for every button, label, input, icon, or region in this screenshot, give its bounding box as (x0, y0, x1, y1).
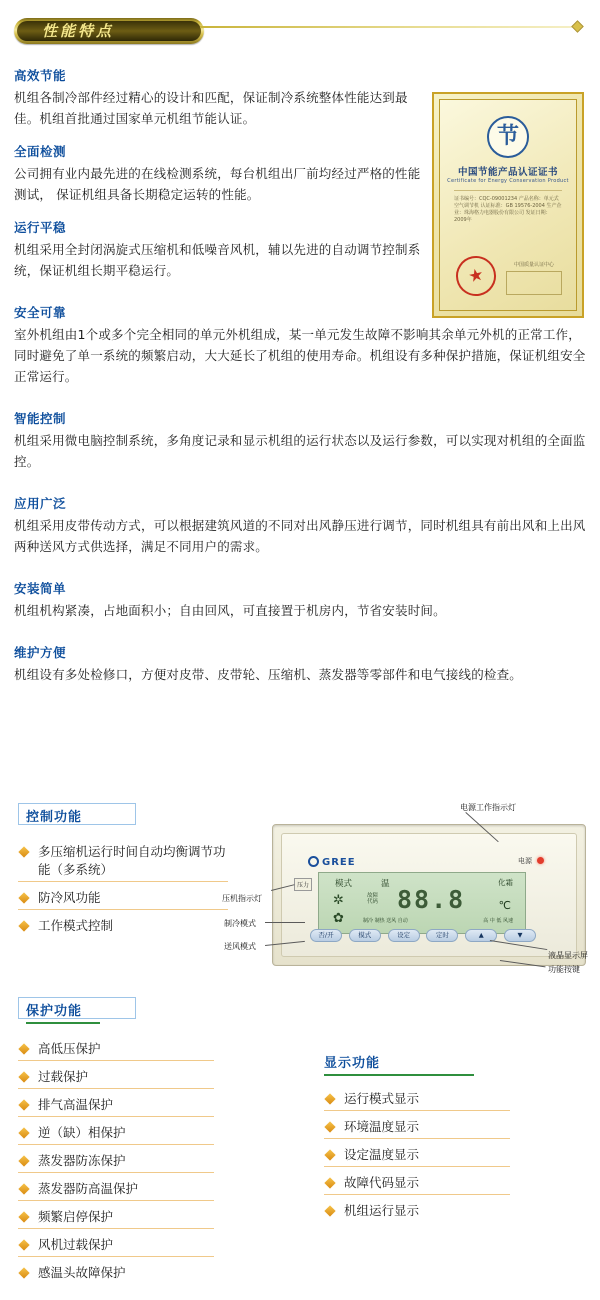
protection-item-label: 逆（缺）相保护 (38, 1125, 126, 1140)
feature-title: 维护方便 (14, 645, 67, 660)
diamond-bullet-icon (18, 1211, 29, 1222)
list-item (324, 1202, 510, 1222)
red-seal-icon: ★ (452, 252, 499, 299)
page-title: 性能特点 (42, 22, 115, 40)
features-list (14, 66, 586, 698)
feature-item (14, 218, 586, 281)
diamond-bullet-icon (18, 1127, 29, 1138)
lcd-fault-label: 故障 代码 (367, 893, 379, 905)
control-function-list (18, 843, 228, 944)
certificate-subtitle: Certificate for Energy Conservation Product (447, 178, 569, 184)
feature-body: 机组设有多处检修口，方便对皮带、皮带轮、压缩机、蒸发器等零部件和电气接线的检查。 (14, 667, 523, 682)
lcd-strip-right: 高 中 低 风速 (483, 918, 513, 924)
panel-button-down[interactable]: ▼ (504, 929, 536, 942)
list-item (18, 1180, 214, 1201)
panel-button-set[interactable]: 设定 (388, 929, 420, 942)
diamond-bullet-icon (18, 846, 29, 857)
control-section-title (26, 806, 136, 827)
display-item-label: 故障代码显示 (344, 1175, 420, 1190)
display-section-underline (324, 1074, 474, 1076)
list-item (18, 1236, 214, 1257)
panel-button-mode[interactable]: 模式 (349, 929, 381, 942)
lcd-defrost-label: 化霜 (498, 878, 513, 887)
control-section-title-text: 控制功能 (26, 810, 83, 825)
controller-panel-frame (281, 833, 577, 957)
list-item (18, 917, 228, 937)
page-header-banner (0, 0, 600, 58)
protection-item-label: 过载保护 (38, 1069, 89, 1084)
list-item (324, 1146, 510, 1167)
protection-section-underline (26, 1022, 100, 1024)
protection-item-label: 蒸发器防冻保护 (38, 1153, 126, 1168)
list-item (18, 1208, 214, 1229)
list-item (324, 1090, 510, 1111)
list-item (18, 1068, 214, 1089)
feature-title: 高效节能 (14, 68, 67, 83)
feature-body: 机组各制冷部件经过精心的设计和匹配，保证制冷系统整体性能达到最佳。机组首批通过国家单元机组节能认证。 (14, 90, 408, 126)
lcd-strip-left: 制冷 制热 送风 自动 (363, 918, 408, 924)
feature-item (14, 66, 586, 129)
diamond-bullet-icon (324, 1149, 335, 1160)
feature-body: 机组机构紧凑，占地面积小；自由回风，可直接置于机房内，节省安装时间。 (14, 603, 446, 618)
feature-item (14, 494, 586, 557)
display-item-label: 机组运行显示 (344, 1203, 420, 1218)
list-item (18, 843, 228, 882)
callout-lcd-display: 液晶显示屏 (548, 951, 588, 960)
callout-compressor-indicator: 压机指示灯 (222, 894, 262, 903)
display-section-title-text: 显示功能 (324, 1056, 381, 1071)
diamond-bullet-icon (18, 1071, 29, 1082)
feature-title: 运行平稳 (14, 220, 67, 235)
list-item (18, 1096, 214, 1117)
diamond-bullet-icon (18, 1043, 29, 1054)
feature-item (14, 579, 586, 621)
protection-item-label: 频繁启停保护 (38, 1209, 114, 1224)
diamond-icon (571, 20, 584, 33)
feature-body: 机组采用微电脑控制系统，多角度记录和显示机组的运行状态以及运行参数，可以实现对机组的全面监控。 (14, 433, 586, 469)
lcd-mode-label: 模式 (335, 879, 353, 889)
feature-body: 机组采用全封闭涡旋式压缩机和低噪音风机，辅以先进的自动调节控制系统，保证机组长期平稳运行。 (14, 242, 421, 278)
display-item-label: 设定温度显示 (344, 1147, 420, 1162)
feature-title: 应用广泛 (14, 496, 67, 511)
protection-section-title (26, 1000, 136, 1021)
callout-cooling-mode: 制冷模式 (224, 919, 256, 928)
certificate-stamp-label: 中国质量认证中心 (513, 262, 554, 268)
callout-function-buttons: 功能按键 (548, 965, 580, 974)
lcd-digits: 88.8 (397, 885, 466, 914)
diamond-bullet-icon (18, 1239, 29, 1250)
display-item-label: 运行模式显示 (344, 1091, 420, 1106)
certificate-title: 中国节能产品认证证书 (457, 167, 558, 178)
banner-divider (200, 26, 572, 28)
controller-panel-image (272, 824, 586, 966)
display-section-title (324, 1052, 474, 1073)
feature-item (14, 643, 586, 685)
panel-button-timer[interactable]: 定时 (426, 929, 458, 942)
list-item (18, 1040, 214, 1061)
gree-logo (308, 856, 356, 868)
panel-button-row[interactable] (310, 928, 536, 942)
diamond-bullet-icon (324, 1121, 335, 1132)
feature-item (14, 142, 586, 205)
protection-function-list (18, 1040, 214, 1291)
energy-saving-emblem-icon: 节 (487, 116, 529, 158)
diamond-bullet-icon (324, 1093, 335, 1104)
display-function-list (324, 1090, 510, 1229)
protection-section-title-text: 保护功能 (26, 1004, 83, 1019)
diamond-bullet-icon (18, 1183, 29, 1194)
panel-button-up[interactable]: ▲ (465, 929, 497, 942)
feature-title: 安装简单 (14, 581, 67, 596)
diamond-bullet-icon (18, 920, 29, 931)
feature-item (14, 303, 586, 387)
list-item (18, 1152, 214, 1173)
list-item (18, 889, 228, 910)
feature-body: 机组采用皮带传动方式，可以根据建筑风道的不同对出风静压进行调节，同时机组具有前出风和上出风两种送风方式供选择，满足不同用户的需求。 (14, 518, 586, 554)
lcd-unit: ℃ (498, 899, 511, 912)
certificate-body: 证书编号：CQC-09001234 产品名称：单元式空气调节机 认证标准：GB 19576-2004 生产企业：珠海格力电器股份有限公司 发证日期：2009年 (454, 196, 562, 223)
feature-body: 公司拥有业内最先进的在线检测系统，每台机组出厂前均经过严格的性能测试， 保证机组具备长期稳定运转的性能。 (14, 166, 421, 202)
feature-title: 智能控制 (14, 411, 67, 426)
diamond-bullet-icon (18, 1099, 29, 1110)
protection-item-label: 感温头故障保护 (38, 1265, 126, 1280)
feature-item (14, 409, 586, 472)
panel-button-onoff[interactable]: 否/开 (310, 929, 342, 942)
feature-body: 室外机组由1个或多个完全相同的单元外机组成，某一单元发生故障不影响其余单元外机的正常工作，同时避免了单一系统的频繁启动，大大延长了机组的使用寿命。机组设有多种保护措施，保证机组安全正常运行。 (14, 327, 586, 384)
protection-item-label: 风机过载保护 (38, 1237, 114, 1252)
diamond-bullet-icon (324, 1205, 335, 1216)
display-item-label: 环境温度显示 (344, 1119, 420, 1134)
diamond-bullet-icon (324, 1177, 335, 1188)
diamond-bullet-icon (18, 1155, 29, 1166)
callout-power-indicator: 电源工作指示灯 (460, 803, 516, 812)
protection-item-label: 蒸发器防高温保护 (38, 1181, 139, 1196)
protection-item-label: 高低压保护 (38, 1041, 101, 1056)
power-indicator-led-icon (537, 857, 544, 864)
compressor-indicator-tag: 压力 (294, 878, 312, 891)
protection-item-label: 排气高温保护 (38, 1097, 114, 1112)
gree-swirl-icon (308, 856, 319, 867)
list-item (324, 1174, 510, 1195)
feature-title: 安全可靠 (14, 305, 67, 320)
list-item (18, 1124, 214, 1145)
gree-logo-text: GREE (322, 857, 356, 868)
list-item-label: 工作模式控制 (38, 918, 114, 933)
feature-title: 全面检测 (14, 144, 67, 159)
callout-leader-line (265, 922, 305, 923)
snowflake-icon: ✲ (333, 893, 344, 908)
list-item (18, 1264, 214, 1284)
lcd-display (318, 872, 526, 934)
list-item (324, 1118, 510, 1139)
diamond-bullet-icon (18, 1267, 29, 1278)
fan-icon: ✿ (333, 911, 344, 926)
power-label: 电源 (518, 857, 532, 865)
list-item-label: 防冷风功能 (38, 890, 101, 905)
callout-fan-mode: 送风模式 (224, 942, 256, 951)
list-item-label: 多压缩机运行时间自动均衡调节功能（多系统） (38, 844, 226, 877)
diamond-bullet-icon (18, 892, 29, 903)
lcd-temp-label: 温 (381, 879, 390, 889)
